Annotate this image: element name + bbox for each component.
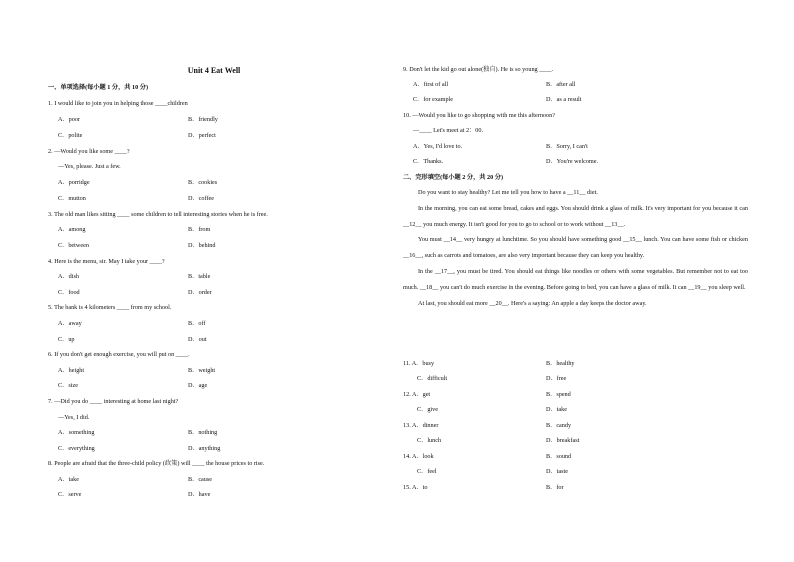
question-reply: —Yes, I did. xyxy=(58,414,90,421)
option[interactable]: D．out xyxy=(188,336,207,343)
option[interactable]: C．lunch xyxy=(417,437,442,444)
option[interactable]: 13. A．dinner xyxy=(403,422,439,429)
option[interactable]: C．for example xyxy=(413,96,454,103)
passage-paragraph: At last, you should eat more __20__. Here's a saying: An apple a day keeps the doctor away. xyxy=(418,299,647,307)
passage-paragraph: Do you want to stay healthy? Let me tell you how to have a __11__ diet. xyxy=(418,189,598,196)
option[interactable]: C．everything xyxy=(58,445,95,452)
option[interactable]: B．spend xyxy=(546,391,571,398)
option[interactable]: C．food xyxy=(58,289,80,296)
option[interactable]: A．Yes, I'd love to. xyxy=(413,143,463,150)
option[interactable]: A．away xyxy=(58,320,82,327)
question-stem: 6. If you don't get enough exercise, you will put on ____. xyxy=(48,351,190,358)
option[interactable]: C．mutton xyxy=(58,195,86,202)
option[interactable]: A．something xyxy=(58,429,95,436)
option[interactable]: B．cookies xyxy=(188,179,218,186)
question-stem: 4. Here is the menu, sir. May I take your ____? xyxy=(48,258,165,265)
option[interactable]: D．coffee xyxy=(188,195,214,202)
option[interactable]: C．difficult xyxy=(417,375,448,382)
option[interactable]: A．take xyxy=(58,476,79,483)
passage-paragraph: In the __17__, you must be tired. You should eat things like noodles or others with some vegetables. But remember not to eat too much. __18__ you can't do much exercise in the evening. Before going to bed, you can have a glass of milk. It can __19__ you sleep well. xyxy=(403,267,748,291)
option[interactable]: B．candy xyxy=(546,422,572,429)
option[interactable]: B．off xyxy=(188,320,206,327)
option[interactable]: A．first of all xyxy=(413,81,449,88)
question-stem: 1. I would like to join you in helping those ____children xyxy=(48,100,188,107)
option[interactable]: D．have xyxy=(188,491,211,498)
option[interactable]: A．among xyxy=(58,226,86,233)
option[interactable]: B．table xyxy=(188,273,211,280)
option[interactable]: A．porridge xyxy=(58,179,90,186)
option[interactable]: A．dish xyxy=(58,273,79,280)
question-stem: 10. —Would you like to go shopping with me this afternoon? xyxy=(403,112,555,119)
question-stem: 9. Don't let the kid go out alone(独自). He is so young ____. xyxy=(403,66,554,73)
option[interactable]: D．age xyxy=(188,382,208,389)
option[interactable]: B．healthy xyxy=(546,360,575,367)
option[interactable]: D．perfect xyxy=(188,132,216,139)
option[interactable]: B．from xyxy=(188,226,211,233)
option[interactable]: D．take xyxy=(546,406,567,413)
question-stem: 3. The old man likes sitting ____ some children to tell interesting stories when he is free. xyxy=(48,211,268,218)
option[interactable]: A．poor xyxy=(58,116,80,123)
option[interactable]: C．between xyxy=(58,242,89,249)
option[interactable]: B．sound xyxy=(546,453,572,460)
passage-paragraph: In the morning, you can eat some bread, cakes and eggs. You should drink a glass of milk. It's very important for you because it can __12__ you much energy. It isn't good for you to go to school or to work without __13__. xyxy=(403,204,748,228)
question-stem: 8. People are afraid that the three-child policy (政策) will ____ the house prices to rise. xyxy=(48,460,265,467)
option[interactable]: B．after all xyxy=(546,81,576,88)
option[interactable]: D．as a result xyxy=(546,96,582,103)
question-reply: —Yes, please. Just a few. xyxy=(58,163,121,170)
option[interactable]: D．order xyxy=(188,289,212,296)
option[interactable]: B．for xyxy=(546,484,564,491)
option[interactable]: C．polite xyxy=(58,132,83,139)
question-reply: —____ Let's meet at 2：00. xyxy=(413,127,484,134)
option[interactable]: 11. A．busy xyxy=(403,360,435,367)
option[interactable]: C．size xyxy=(58,382,78,389)
option[interactable]: D．behind xyxy=(188,242,216,249)
option[interactable]: A．height xyxy=(58,367,85,374)
option[interactable]: C．Thanks. xyxy=(413,158,444,165)
option[interactable]: B．weight xyxy=(188,367,216,374)
option[interactable]: C．up xyxy=(58,336,75,343)
option[interactable]: C．serve xyxy=(58,491,82,498)
option[interactable]: 15. A．to xyxy=(403,484,428,491)
question-stem: 7. —Did you do ____ interesting at home last night? xyxy=(48,398,179,405)
section1-heading: 一、单项选择(每小题 1 分，共 10 分) xyxy=(48,84,149,91)
option[interactable]: B．Sorry, I can't xyxy=(546,143,588,150)
option[interactable]: B．nothing xyxy=(188,429,218,436)
question-stem: 5. The bank is 4 kilometers ____ from my school. xyxy=(48,304,172,311)
option[interactable]: 12. A．get xyxy=(403,391,431,398)
section2-heading: 二、完形填空(每小题 2 分，共 20 分) xyxy=(403,174,504,181)
option[interactable]: D．breakfast xyxy=(546,437,580,444)
question-stem: 2. —Would you like some ____? xyxy=(48,148,130,155)
option[interactable]: B．cause xyxy=(188,476,213,483)
option[interactable]: D．anything xyxy=(188,445,221,452)
option[interactable]: D．free xyxy=(546,375,567,382)
page-title: Unit 4 Eat Well xyxy=(187,66,241,75)
option[interactable]: C．feel xyxy=(417,468,437,475)
option[interactable]: D．You're welcome. xyxy=(546,158,599,165)
option[interactable]: B．friendly xyxy=(188,116,218,123)
option[interactable]: 14. A．look xyxy=(403,453,434,460)
passage-paragraph: You must __14__ very hungry at lunchtime. So you should have something good __15__ lunch. You can have some fish or chicken __16__, such as carrots and tomatoes, are also very important because they can keep you healthy. xyxy=(403,236,748,260)
cloze-passage xyxy=(403,185,748,311)
option[interactable]: C．give xyxy=(417,406,438,413)
option[interactable]: D．taste xyxy=(546,468,568,475)
